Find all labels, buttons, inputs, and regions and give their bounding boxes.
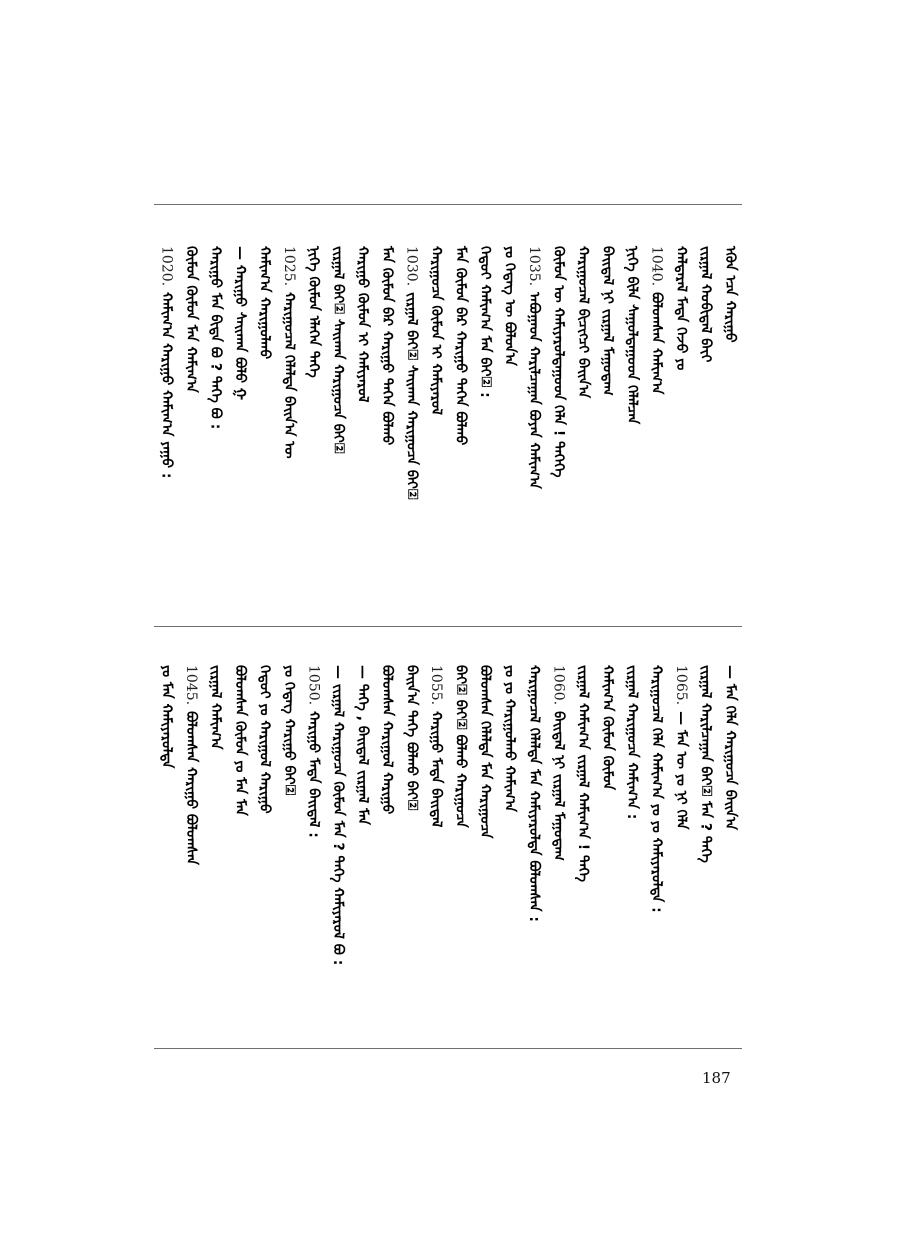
verse-line	[669, 665, 693, 830]
verse-text: ᠵᠢᠷᠭᠠᠯ ᠬᠠᠮᠢᠭ᠎ᠠ	[207, 665, 224, 750]
verse-text: ᠪᠠᠢ᠌ᠳᠠᠯ ᠨᠢ ᠵᠢᠷᠭᠠᠯ ᠮᠠᠭᠤᠳᠠᠭ	[599, 246, 616, 396]
verse-text: ᠶᠤ ᠭᠡᠳᠡᠭ ᠦ ᠪᠤᠯᠤᠨ᠎ᠠ	[501, 246, 518, 366]
verse-line	[718, 665, 742, 830]
verse-line	[424, 665, 448, 827]
verse-text: ᠵᠢᠷᠭᠠᠯ ᠪᠠᠢ᠌ ᠰᠠᠢ᠌ᠬᠠᠨ ᠬᠠᠷᠢᠭᠤᠴᠠ ᠪᠠᠢ᠌	[330, 246, 346, 454]
verse-line	[596, 665, 620, 790]
verse-text: — ᠬᠠᠷᠢᠭᠤ ᠰᠠᠢ᠌ᠬᠠᠨ ᠪᠤᠯᠤ ᠭ	[232, 246, 248, 401]
verse-text: ᠡᠭᠦᠨ ᠡᠴᠡ ᠬᠠᠷᠢᠭᠤ	[722, 246, 738, 343]
lower-verse-block	[154, 665, 742, 985]
verse-line	[155, 665, 179, 768]
verse-text: ᠵᠢᠷᠭᠠᠯ ᠬᠠᠷᠢᠭᠤᠴᠠ ᠬᠠᠮᠢᠭ᠎ᠠ :	[624, 665, 640, 820]
verse-text: ᠮᠠᠨ ᠬᠦᠮᠦᠨ ᠪᠡᠷ ᠬᠠᠷᠢᠭᠤ ᠲᠡᠭᠡᠨ ᠪᠣᠯᠬᠤ	[452, 246, 469, 446]
verse-line	[204, 665, 228, 750]
verse-text: ᠬᠠᠷᠢᠭᠤ ᠮᠡᠳᠡ ᠪᠠᠢ᠌ᠳᠠᠯ	[428, 711, 444, 828]
middle-rule	[154, 626, 742, 627]
verse-line	[547, 665, 571, 861]
verse-line	[179, 246, 203, 393]
verse-line	[547, 246, 571, 477]
verse-text: ᠬᠠᠷᠢᠭᠤᠴᠠᠯ ᠬᠡᠯᠡ ᠬᠠᠮᠢᠭ᠎ᠠ ᠶᠤ ᠶᠤ ᠬᠠᠮᠢᠶᠠᠷᠤᠯᠲᠠ :	[648, 665, 665, 913]
verse-text: ᠪᠠᠢ᠌ ᠪᠠᠢ᠌ ᠪᠣᠯᠬᠤ ᠬᠠᠷᠢᠭᠤᠴᠠ	[452, 665, 469, 828]
verse-text: ᠬᠠᠷᠢᠭᠤᠴᠠᠯ ᠬᠡᠯᠡᠯᠲᠡ ᠮᠠᠨ ᠬᠠᠮᠢᠶᠠᠷᠤᠯᠲᠠ ᠪᠣᠯᠣᠭᠰᠠᠨ :	[526, 665, 542, 922]
verse-line	[400, 246, 424, 500]
verse-text: ᠪᠠᠢ᠌ᠳᠠᠯ ᠨᠢ ᠵᠢᠷᠭᠠᠯ ᠮᠠᠭᠤᠳᠠᠭ	[550, 711, 567, 861]
verse-line	[375, 665, 399, 814]
verse-text: — ᠮᠠᠨ ᠬᠡᠯᠡ ᠬᠠᠷᠢᠭᠤᠴᠠ ᠪᠠᠢ᠌ᠨ᠎ᠠ	[722, 665, 738, 830]
verse-text: ᠬᠠᠷᠢᠭᠤ ᠬᠦᠮᠦᠨ ᠢ ᠬᠠᠮᠢᠶᠠᠷᠤᠯ	[354, 246, 371, 403]
verse-line	[645, 246, 669, 394]
verse-line	[449, 665, 473, 828]
verse-line	[204, 246, 228, 429]
verse-line	[620, 246, 644, 424]
verse-line	[498, 246, 522, 366]
verse-line	[694, 246, 718, 362]
verse-text: ᠬᠦᠮᠦᠨ ᠬᠦᠮᠦᠨ ᠮᠠᠨ ᠬᠠᠮᠢᠭ᠎ᠠ	[183, 246, 199, 393]
verse-line	[571, 246, 595, 398]
page-number: 187	[702, 1069, 731, 1087]
verse-line	[498, 665, 522, 812]
verse-line	[228, 246, 252, 400]
verse-text: — ᠲᠡᠭᠡ , ᠪᠠᠢ᠌ᠳᠠᠯ ᠵᠢᠷᠭᠠᠯ ᠮᠠᠨ	[354, 665, 371, 825]
verse-text: ᠶᠤ ᠶᠤ ᠬᠠᠷᠢᠭᠤᠯᠬᠤ ᠬᠠᠮᠢᠭ᠎ᠠ	[501, 665, 518, 812]
verse-text: ᠪᠣᠯᠣᠭᠰᠠᠨ ᠬᠠᠷᠢᠭᠤᠯ ᠬᠠᠷᠢᠭᠤ	[379, 665, 395, 815]
verse-line	[228, 665, 252, 816]
line-number: 1045.	[183, 665, 199, 706]
verse-line	[424, 246, 448, 415]
verse-text: ᠠᠪᠤᠭᠠᠳ ᠬᠠᠷᠢᠯᠴᠠᠭᠠᠨ ᠪᠤᠶᠠᠨ ᠬᠠᠮᠢᠭ᠎ᠠ	[526, 292, 542, 489]
line-number: 1060.	[550, 665, 567, 706]
verse-text: ᠮᠠᠨ ᠬᠦᠮᠦᠨ ᠪᠡᠷ ᠬᠠᠷᠢᠭᠤ ᠲᠡᠭᠡᠨ ᠪᠣᠯᠬᠤ	[379, 246, 395, 446]
verse-text: ᠨᠢᠭᠡ ᠪᠢᠯᠡ ᠰᠠᠭᠤᠯᠲᠠᠭᠤᠳ ᠬᠡᠯᠡᠯᠴᠡᠨ	[624, 246, 640, 425]
verse-line	[645, 665, 669, 913]
verse-line	[718, 246, 742, 343]
verse-line	[277, 665, 301, 795]
line-number: 1040.	[648, 246, 665, 287]
verse-line	[326, 665, 350, 965]
verse-text: ᠪᠣᠯᠣᠭᠰᠠᠨ ᠬᠠᠮᠢᠭ᠎ᠠ	[648, 292, 665, 395]
verse-line	[669, 246, 693, 370]
verse-text: ᠬᠠᠷᠢᠭᠤᠴᠠᠯ ᠬᠡᠯᠡᠯᠲᠡ ᠪᠠᠢ᠌ᠨ᠎ᠠ ᠦ	[281, 292, 297, 459]
verse-text: ᠬᠠᠮᠢᠭ᠎ᠠ ᠬᠦᠮᠦᠨ ᠬᠦᠮᠦᠨ	[599, 665, 616, 791]
verse-text: ᠬᠡᠳᠦᠢ ᠬᠠᠮᠢᠭ᠎ᠠ ᠮᠠᠨ ᠪᠠᠢ᠌ :	[477, 246, 493, 398]
verse-line	[253, 246, 277, 359]
line-number: 1025.	[281, 246, 297, 287]
upper-verse-block	[154, 246, 742, 576]
verse-text: ᠬᠠᠮᠢᠭ᠎ᠠ ᠬᠠᠷᠢᠭᠤ ᠬᠠᠮᠢᠭ᠎ᠠ ᠶᠠᠭᠤ :	[158, 292, 175, 479]
verse-line	[155, 246, 179, 478]
verse-line	[302, 665, 326, 838]
verse-text: ᠵᠢᠷᠭᠠᠯ ᠬᠤᠪᠢᠳᠠᠯ ᠪᠠᠶ᠋ᠢ	[697, 246, 714, 363]
verse-text: — ᠮᠠᠨ ᠦ ᠶᠤ ᠨᠢ ᠬᠡᠯᠡ	[673, 711, 689, 830]
verse-text: ᠬᠡᠳᠦᠢ ᠶᠤ ᠬᠠᠷᠢᠭᠤᠯ ᠬᠠᠷᠢᠭᠤ	[256, 665, 273, 814]
verse-text: ᠬᠠᠷᠢᠭᠤ ᠮᠡᠳᠡ ᠪᠠᠢ᠌ᠳᠠᠯ :	[305, 711, 322, 838]
verse-line	[473, 246, 497, 398]
verse-line	[449, 246, 473, 445]
verse-text: ᠪᠣᠯᠣᠭᠰᠠᠨ ᠬᠡᠯᠡᠯᠲᠡ ᠮᠠᠨ ᠬᠠᠷᠢᠭᠤᠴᠠ	[477, 665, 493, 839]
verse-text: ᠵᠢᠷᠭᠠᠯ ᠪᠠᠢ᠌ ᠰᠠᠢ᠌ᠬᠠᠨ ᠬᠠᠷᠢᠭᠤᠴᠠ ᠪᠠᠢ᠌	[403, 292, 420, 500]
verse-line	[375, 246, 399, 445]
verse-line	[522, 246, 546, 489]
verse-line	[694, 665, 718, 863]
line-number: 1065.	[673, 665, 689, 706]
verse-text: — ᠵᠢᠷᠭᠠᠯ ᠬᠠᠷᠢᠭᠤᠴᠠ ᠬᠦᠮᠦᠨ ᠮᠠᠨ ? ᠲᠡᠭᠡ ᠬᠠᠮᠢᠶᠠᠷᠤᠯ ᠪᠣ :	[330, 665, 346, 966]
verse-text: ᠪᠣᠯᠣᠭᠰᠠᠨ ᠬᠦᠮᠦᠨ ᠶᠤ ᠮᠠᠨ ᠮᠠᠨ	[232, 665, 248, 816]
line-number: 1030.	[403, 246, 420, 287]
verse-line	[277, 246, 301, 459]
line-number: 1050.	[305, 665, 322, 706]
verse-line	[620, 665, 644, 819]
verse-line	[571, 665, 595, 882]
verse-text: ᠬᠠᠷᠢᠭᠤ ᠮᠠᠨ ᠪᠢᠳᠡ ᠪᠣ ? ᠲᠡᠭᠡ ᠪᠣ :	[207, 246, 224, 430]
verse-line	[351, 246, 375, 402]
verse-text: ᠶᠤ ᠮᠠᠨ ᠬᠠᠮᠢᠶᠠᠷᠤᠯᠲᠠ	[158, 665, 175, 769]
verse-line	[473, 665, 497, 839]
verse-line	[302, 246, 326, 378]
line-number: 1055.	[428, 665, 444, 706]
verse-text: ᠬᠠᠷᠢᠭᠤᠴᠠᠯ ᠪᠢᠴᠢᠭᠴᠢ ᠪᠠᠢ᠌ᠨ᠎ᠠ	[575, 246, 591, 399]
verse-text: ᠬᠦᠮᠦᠨ ᠦ ᠬᠠᠮᠢᠶᠠᠷᠤᠯᠲᠠᠭᠤᠳ ᠬᠡᠯᠡ ! ᠲᠡᠭᠡᠭᠡ	[550, 246, 567, 478]
verse-line	[522, 665, 546, 922]
verse-text: ᠬᠠᠯᠲᠠᠷᠠᠯ ᠮᠡᠳᠡ ᠭᠡᠵᠦ ᠶᠤ	[673, 246, 689, 371]
verse-text: ᠵᠢᠷᠭᠠᠯ ᠬᠠᠷᠢᠯᠴᠠᠭᠠᠨ ᠪᠠᠢ᠌ ᠮᠠᠨ ? ᠲᠡᠭᠡ	[697, 665, 714, 863]
verse-text: ᠨᠢᠭᠡ ᠬᠦᠮᠦᠨ ᠡᠯᠡᠭᠡᠨ ᠲᠡᠭᠡ	[305, 246, 322, 378]
verse-text: ᠵᠢᠷᠭᠠᠯ ᠬᠠᠮᠢᠭ᠎ᠠ ᠵᠢᠷᠭᠠᠯ ᠬᠠᠮᠢᠭ᠎ᠠ ! ᠲᠡᠭᠡ	[575, 665, 591, 882]
verse-text: ᠬᠠᠷᠢᠭᠤᠴᠠ ᠬᠦᠮᠦᠨ ᠢ ᠬᠠᠮᠢᠶᠠᠷᠤᠯ	[428, 246, 444, 416]
verse-text: ᠶᠤ ᠭᠡᠳᠡᠭ ᠬᠠᠷᠢᠭᠤ ᠪᠠᠢ᠌	[281, 665, 297, 796]
verse-line	[253, 665, 277, 814]
verse-line	[326, 246, 350, 454]
verse-text: ᠬᠠᠮᠢᠭ᠎ᠠ ᠬᠠᠷᠢᠭᠤᠯᠬᠤ	[256, 246, 273, 360]
verse-line	[400, 665, 424, 811]
line-number: 1020.	[158, 246, 175, 287]
verse-line	[179, 665, 203, 865]
verse-line	[351, 665, 375, 825]
line-number: 1035.	[526, 246, 542, 287]
top-rule	[154, 204, 742, 205]
verse-text: ᠪᠠᠢ᠌ᠨ᠎ᠠ ᠲᠡᠭᠡ ᠪᠣᠯᠬᠤ ᠪᠠᠢ᠌	[403, 665, 420, 811]
bottom-rule	[154, 1048, 742, 1049]
verse-text: ᠪᠣᠯᠣᠭᠰᠠᠨ ᠬᠠᠷᠢᠭᠤ ᠪᠣᠯᠣᠭᠰᠠᠨ	[183, 711, 199, 865]
verse-line	[596, 246, 620, 396]
